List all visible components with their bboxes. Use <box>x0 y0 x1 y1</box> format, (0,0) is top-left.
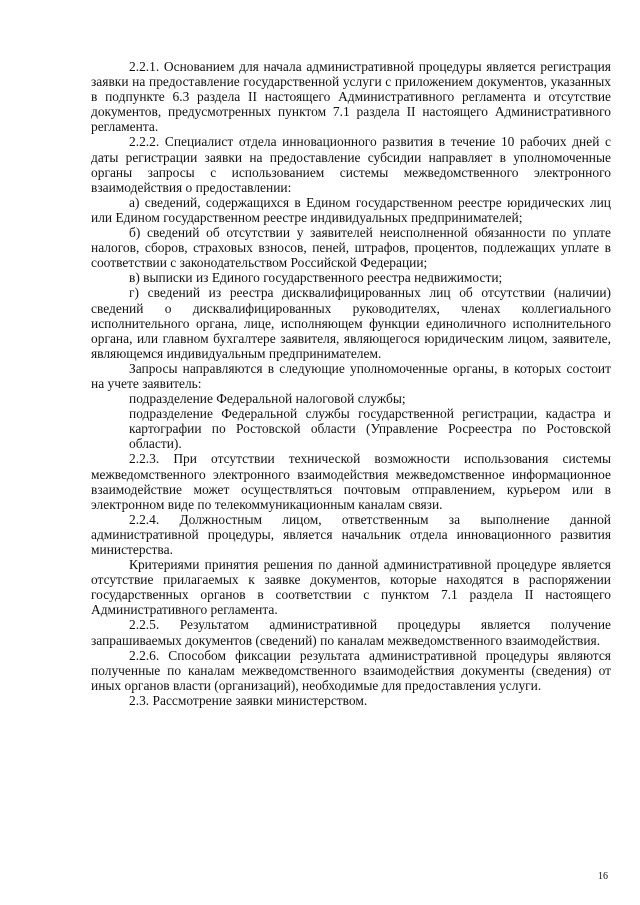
paragraph-2-3: 2.3. Рассмотрение заявки министерством. <box>129 692 368 708</box>
paragraph-2-2-4: 2.2.4. Должностным лицом, ответственным за выполнение данной административной процедуры, является начальник отдела инновационного развития министерства. <box>91 511 611 557</box>
list-item-v: в) выписки из Единого государственного реестра недвижимости; <box>129 270 503 286</box>
list-item-b: б) сведений об отсутствии у заявителей неисполненной обязанности по уплате налогов, сборов, страховых взносов, пеней, штрафов, процентов, подлежащих уплате в соответствии с законодательством Российской Федерации; <box>91 225 611 271</box>
paragraph-2-2-6: 2.2.6. Способом фиксации результата административной процедуры являются полученные по каналам межведомственного взаимодействия документы (сведения) от иных органов власти (организаций), необходимые для предоставления услуги. <box>91 647 611 693</box>
authority-fns: подразделение Федеральной налоговой службы; <box>129 391 406 407</box>
paragraph-2-2-2: 2.2.2. Специалист отдела инновационного развития в течение 10 рабочих дней с даты регистрации заявки на предоставление субсидии направляет в уполномоченные органы запросы с использованием системы межведомственного электронного взаимодействия о предоставлении: <box>91 134 611 195</box>
paragraph-requests: Запросы направляются в следующие уполномоченные органы, в которых состоит на учете заявитель: <box>91 360 611 391</box>
list-item-g: г) сведений из реестра дисквалифицированных лиц об отсутствии (наличии) сведений о дисквалифицированных руководителях, членах коллегиального исполнительного органа, лице, исполняющем функции единоличного исполнительного органа, или главном бухгалтере заявителя, являющегося юридическим лицом, заявителе, являющемся индивидуальным предпринимателем. <box>91 285 611 361</box>
paragraph-2-2-5: 2.2.5. Результатом административной процедуры является получение запрашиваемых документов (сведений) по каналам межведомственного взаимодействия. <box>91 617 611 648</box>
paragraph-criteria: Критериями принятия решения по данной административной процедуре является отсутствие прилагаемых к заявке документов, которые находятся в распоряжении государственных органов в соответствии с пунктом 7.1 раздела II настоящего Административного регламента. <box>91 557 611 618</box>
list-item-a: а) сведений, содержащихся в Едином государственном реестре юридических лиц или Едином государственном реестре индивидуальных предпринимателей; <box>91 194 611 225</box>
paragraph-2-2-1: 2.2.1. Основанием для начала административной процедуры является регистрация заявки на предоставление государственной услуги с приложением документов, указанных в подпункте 6.3 раздела II настоящего Административного регламента и отсутствие документов, предусмотренных пунктом 7.1 раздела II настоящего Административного регламента. <box>91 59 611 135</box>
authority-rosreestr: подразделение Федеральной службы государственной регистрации, кадастра и картографии по Ростовской области (Управление Росреестра по Ростовской области). <box>129 406 611 452</box>
document-page <box>91 59 611 708</box>
paragraph-2-2-3: 2.2.3. При отсутствии технической возможности использования системы межведомственного электронного взаимодействия межведомственное информационное взаимодействие может осуществляться почтовым отправлением, курьером или в электронном виде по телекоммуникационным каналам связи. <box>91 451 611 512</box>
page-number: 16 <box>598 871 608 882</box>
